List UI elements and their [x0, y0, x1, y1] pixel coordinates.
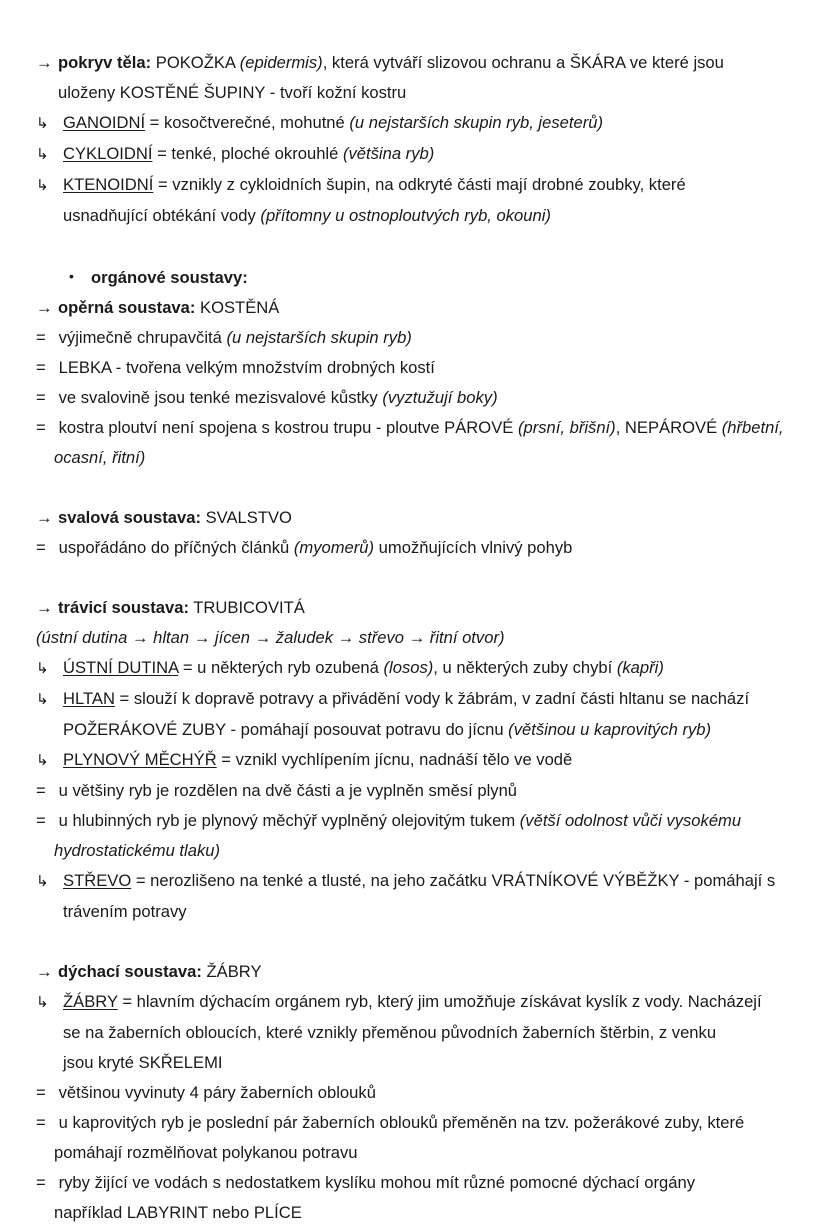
item-hltan-wrap: [36, 715, 784, 745]
pathway-text: (ústní dutina → hltan → jícen → žaludek → střevo → řitní otvor): [36, 628, 505, 647]
sub-arrow-marker: ↳: [36, 873, 49, 890]
term-italic-wrap: (přítomny u ostnoploutvých ryb, okouni): [260, 206, 551, 225]
arrow-marker: →: [36, 508, 53, 527]
heading-tail: , která vytváří slizovou ochranu a ŠKÁRA ve které jsou: [322, 53, 724, 72]
fact-line-wrap: například LABYRINT nebo PLÍCE: [54, 1203, 302, 1222]
heading-text: KOSTĚNÁ: [195, 298, 280, 317]
term-label: PLYNOVÝ MĚCHÝŘ: [63, 750, 217, 769]
term-body-wrap: POŽERÁKOVÉ ZUBY - pomáhají posouvat potravu do jícnu: [63, 720, 509, 739]
fact-line: [36, 806, 784, 836]
term-body: = slouží k dopravě potravy a přivádění vody k žábrám, v zadní části hltanu se nachází: [114, 689, 750, 708]
fact-line: [36, 383, 784, 413]
fact-line: [36, 1108, 784, 1138]
item-ktenoidni: [36, 170, 784, 201]
equals-marker: =: [36, 1173, 46, 1192]
fact-text: kostra ploutví není spojena s kostrou trupu - ploutve PÁROVÉ: [54, 418, 518, 437]
fact-line-wrap: [36, 443, 784, 473]
fact-tail: , NEPÁROVÉ: [615, 418, 722, 437]
fact-text: uspořádáno do příčných článků: [54, 538, 294, 557]
sub-arrow-marker: ↳: [36, 115, 49, 132]
fact-line: [36, 533, 784, 563]
heading-dychaci-soustava: [36, 957, 784, 987]
term-italic: (losos): [383, 658, 434, 677]
section-spacer: [36, 473, 784, 503]
fact-text: LEBKA - tvořena velkým množstvím drobných kostí: [54, 358, 435, 377]
item-strevo-wrap: trávením potravy: [63, 902, 187, 921]
fact-line: [36, 776, 784, 806]
item-zabry: [36, 987, 784, 1018]
heading-svalova-soustava: [36, 503, 784, 533]
term-italic: (většina ryb): [342, 144, 435, 163]
fact-tail: umožňujících vlnivý pohyb: [374, 538, 573, 557]
item-hltan: [36, 684, 784, 715]
section-spacer: [36, 231, 784, 261]
fact-line: [36, 323, 784, 353]
item-zabry-wrap-2: jsou kryté SKŘELEMI: [63, 1053, 223, 1072]
fact-italic: (větší odolnost vůči vysokému: [519, 811, 742, 830]
heading-label: svalová soustava:: [58, 508, 201, 527]
term-body: = vznikly z cykloidních šupin, na odkryté části mají drobné zoubky, které: [153, 175, 686, 194]
arrow-marker: →: [36, 298, 53, 317]
fact-italic-2: (hřbetní,: [721, 418, 784, 437]
term-body: = u některých ryb ozubená: [178, 658, 384, 677]
heading-pokryv-tela: [36, 48, 784, 78]
heading-operna-soustava: [36, 293, 784, 323]
heading-pokryv-tela-wrap: uloženy KOSTĚNÉ ŠUPINY - tvoří kožní kostru: [58, 83, 407, 102]
fact-italic-wrap: hydrostatickému tlaku): [54, 841, 221, 860]
arrow-marker: →: [36, 53, 53, 72]
term-tail: , u některých zuby chybí: [433, 658, 617, 677]
heading-label: opěrná soustava:: [58, 298, 196, 317]
heading-text: TRUBICOVITÁ: [188, 598, 305, 617]
item-ktenoidni-wrap: [36, 201, 784, 231]
sub-arrow-marker: ↳: [36, 177, 49, 194]
term-body: = hlavním dýchacím orgánem ryb, který jim umožňuje získávat kyslík z vody. Nacházejí: [117, 992, 762, 1011]
fact-italic: (myomerů): [293, 538, 375, 557]
sub-arrow-marker: ↳: [36, 660, 49, 677]
digestive-pathway: [36, 623, 784, 653]
equals-marker: =: [36, 328, 46, 347]
equals-marker: =: [36, 1113, 46, 1132]
sub-arrow-marker: ↳: [36, 994, 49, 1011]
item-strevo: [36, 866, 784, 897]
equals-marker: =: [36, 781, 46, 800]
heading-text: SVALSTVO: [200, 508, 292, 527]
term-body-wrap: usnadňující obtékání vody: [63, 206, 261, 225]
term-label: STŘEVO: [63, 871, 132, 890]
heading-label: dýchací soustava:: [58, 962, 202, 981]
item-cykloidni: [36, 139, 784, 170]
heading-label: trávicí soustava:: [58, 598, 189, 617]
section-spacer: [36, 563, 784, 593]
fact-text: většinou vyvinuty 4 páry žaberních oblouků: [54, 1083, 376, 1102]
notes-body: [36, 48, 784, 1228]
term-label: KTENOIDNÍ: [63, 175, 154, 194]
equals-marker: =: [36, 811, 46, 830]
sub-arrow-marker: ↳: [36, 691, 49, 708]
equals-marker: =: [36, 1083, 46, 1102]
heading-organove-soustavy: [36, 261, 784, 293]
term-body: = vznikl vychlípením jícnu, nadnáší tělo ve vodě: [216, 750, 573, 769]
fact-line-wrap: [36, 836, 784, 866]
heading-label: pokryv těla:: [58, 53, 152, 72]
fact-text: u většiny ryb je rozdělen na dvě části a je vyplněn směsí plynů: [54, 781, 518, 800]
term-label: CYKLOIDNÍ: [63, 144, 153, 163]
sub-arrow-marker: ↳: [36, 752, 49, 769]
arrow-marker: →: [36, 598, 53, 617]
term-label: HLTAN: [63, 689, 115, 708]
fact-line-wrap: pomáhají rozmělňovat polykanou potravu: [54, 1143, 358, 1162]
fact-line: [36, 353, 784, 383]
term-body: = nerozlišeno na tenké a tlusté, na jeho začátku VRÁTNÍKOVÉ VÝBĚŽKY - pomáhají s: [131, 871, 776, 890]
heading-text: ŽÁBRY: [201, 962, 262, 981]
arrow-marker: →: [36, 962, 53, 981]
heading-travici-soustava: [36, 593, 784, 623]
fact-text: u kaprovitých ryb je poslední pár žaberních oblouků přeměněn na tzv. požerákové zuby, které: [54, 1113, 745, 1132]
term-italic-wrap: (většinou u kaprovitých ryb): [508, 720, 712, 739]
fact-italic-wrap: ocasní, řitní): [54, 448, 146, 467]
sub-arrow-marker: ↳: [36, 146, 49, 163]
term-italic: (u nejstarších skupin ryb, jeseterů): [349, 113, 603, 132]
fact-text: ve svalovině jsou tenké mezisvalové kůstky: [54, 388, 383, 407]
fact-italic: (u nejstarších skupin ryb): [226, 328, 412, 347]
term-body: = tenké, ploché okrouhlé: [152, 144, 343, 163]
fact-italic: (prsní, břišní): [517, 418, 616, 437]
heading-italic: (epidermis): [239, 53, 323, 72]
heading-text: POKOŽKA: [151, 53, 240, 72]
term-label: ÚSTNÍ DUTINA: [63, 658, 179, 677]
fact-text: výjimečně chrupavčitá: [54, 328, 227, 347]
fact-line: [36, 1168, 784, 1198]
equals-marker: =: [36, 358, 46, 377]
fact-italic: (vyztužují boky): [382, 388, 498, 407]
term-italic-2: (kapři): [616, 658, 664, 677]
equals-marker: =: [36, 388, 46, 407]
item-ustni-dutina: [36, 653, 784, 684]
term-label: ŽÁBRY: [63, 992, 118, 1011]
term-body: = kosočtverečné, mohutné: [145, 113, 350, 132]
term-label: GANOIDNÍ: [63, 113, 146, 132]
bullet-label: orgánové soustavy:: [91, 268, 248, 287]
fact-text: u hlubinných ryb je plynový měchýř vyplněný olejovitým tukem: [54, 811, 520, 830]
bullet-icon: •: [69, 268, 74, 284]
equals-marker: =: [36, 418, 46, 437]
item-ganoidni: [36, 108, 784, 139]
section-spacer: [36, 927, 784, 957]
equals-marker: =: [36, 538, 46, 557]
fact-text: ryby žijící ve vodách s nedostatkem kyslíku mohou mít různé pomocné dýchací orgány: [54, 1173, 695, 1192]
item-plynovy-mechyr: [36, 745, 784, 776]
item-zabry-wrap: se na žaberních obloucích, které vznikly přeměnou původních žaberních štěrbin, z venku: [63, 1023, 717, 1042]
fact-line: [36, 413, 784, 443]
fact-line: [36, 1078, 784, 1108]
